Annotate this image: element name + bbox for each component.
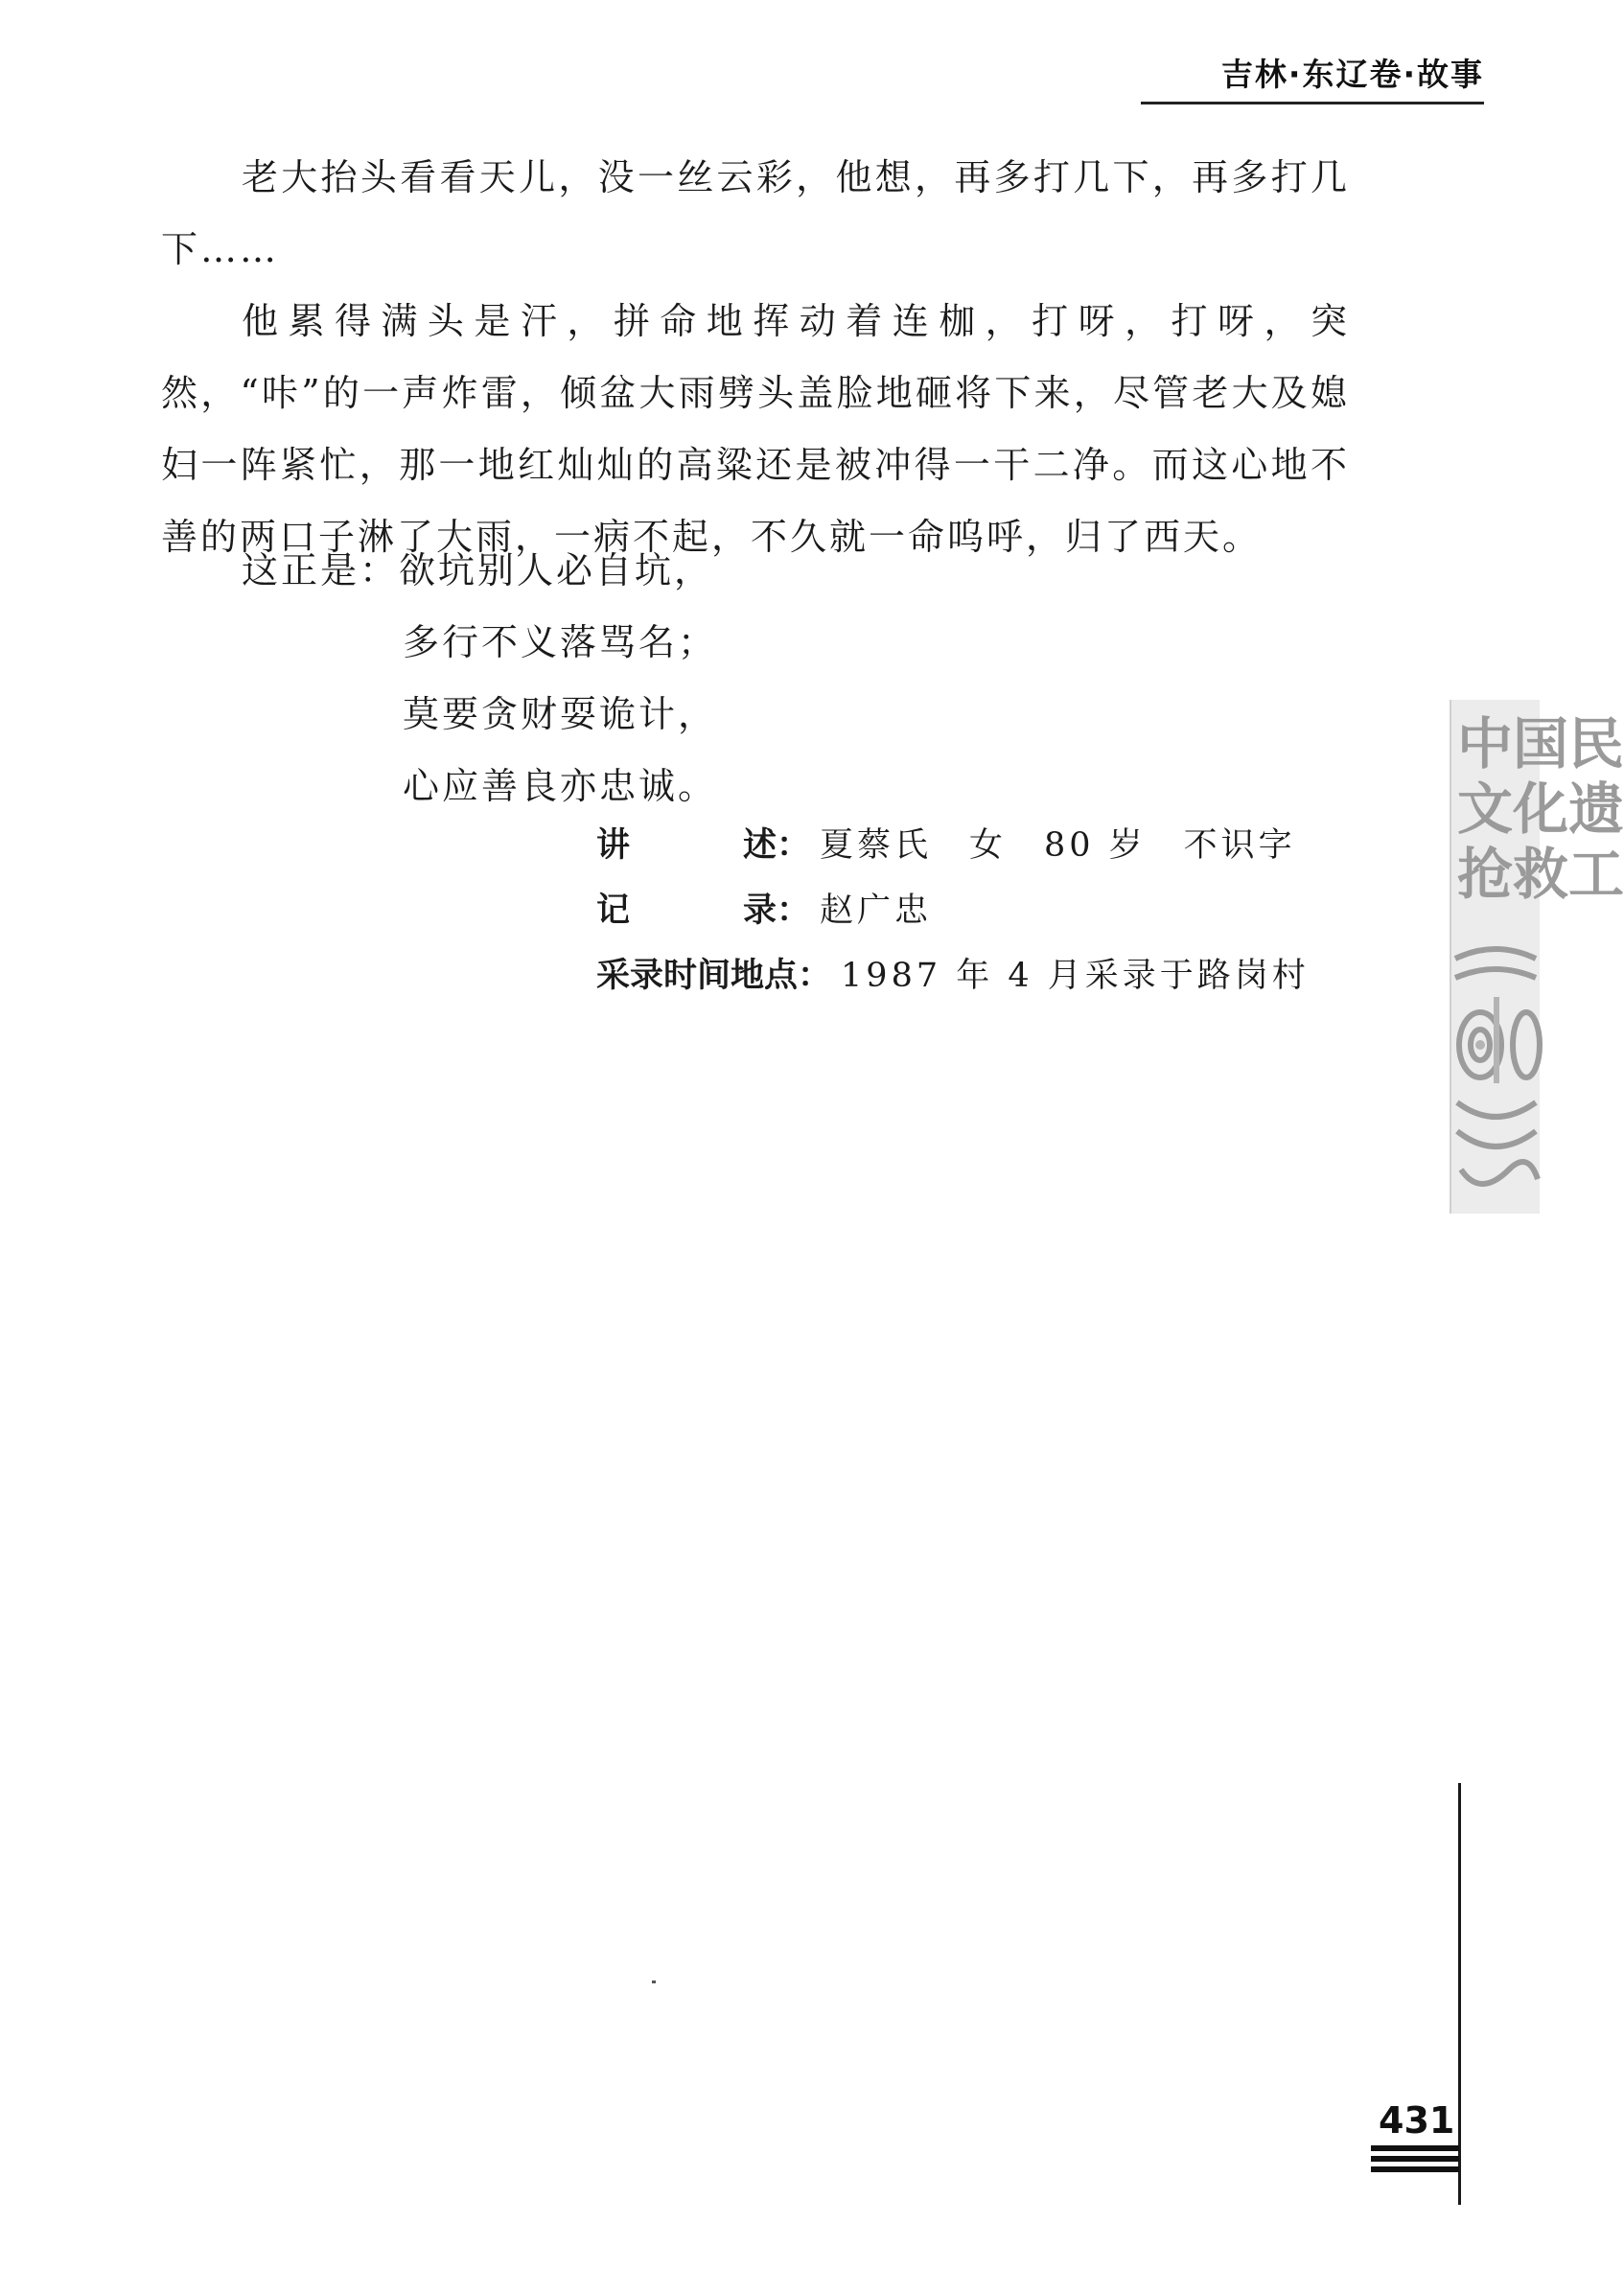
story-body [161, 142, 1350, 573]
page-number-bars [1371, 2145, 1459, 2177]
time-place-value: 1987 年 4 月采录于路岗村 [841, 957, 1310, 995]
running-header: 吉林·东辽卷·故事 [1220, 56, 1484, 93]
side-tab-text [1457, 711, 1624, 907]
credit-colon: ： [777, 826, 811, 865]
verse-line: 心应善良亦忠诚。 [403, 765, 718, 807]
mask-ornament-icon [1451, 939, 1540, 1208]
verse-line [242, 535, 717, 607]
credit-colon: ： [777, 892, 811, 930]
page-number: 431 [1379, 2099, 1455, 2142]
side-tab-line: 文化遗 [1457, 776, 1624, 842]
recorder-value: 赵广忠 [820, 892, 933, 930]
verse-line: 莫要贪财耍诡计， [403, 693, 718, 735]
credit-colon: ： [798, 957, 832, 995]
scan-speck [652, 1980, 656, 1983]
margin-rule [1458, 1783, 1461, 2205]
credits-block [596, 813, 1310, 1008]
verse-text: 欲坑别人必自坑， [399, 549, 714, 591]
narrator-label: 讲述 [596, 826, 777, 865]
verse-lead: 这正是： [242, 549, 400, 591]
side-tab-line: 抢救工 [1457, 842, 1624, 907]
narrator-row [596, 813, 1310, 878]
recorder-label: 记录 [596, 892, 777, 930]
closing-verse [242, 535, 717, 822]
time-place-row [596, 943, 1310, 1008]
time-place-label: 采录时间地点 [596, 957, 799, 995]
header-rule [1141, 102, 1484, 104]
paragraph: 他累得满头是汗，拼命地挥动着连枷，打呀，打呀，突然，“咔”的一声炸雷，倾盆大雨劈头盖脸地砸将下来，尽管老大及媳妇一阵紧忙，那一地红灿灿的高粱还是被冲得一干二净。而这心地不善的两口子淋了大雨，一病不起，不久就一命呜呼，归了西天。 [161, 300, 1350, 558]
verse-line: 多行不义落骂名； [403, 621, 718, 663]
side-tab-line: 中国民 [1457, 711, 1624, 776]
narrator-value: 夏蔡氏 女 80 岁 不识字 [820, 826, 1296, 865]
side-thumb-tab [1450, 700, 1624, 1214]
recorder-row [596, 878, 1310, 943]
paragraph: 老大抬头看看天儿，没一丝云彩，他想，再多打几下，再多打几下…… [161, 156, 1350, 270]
